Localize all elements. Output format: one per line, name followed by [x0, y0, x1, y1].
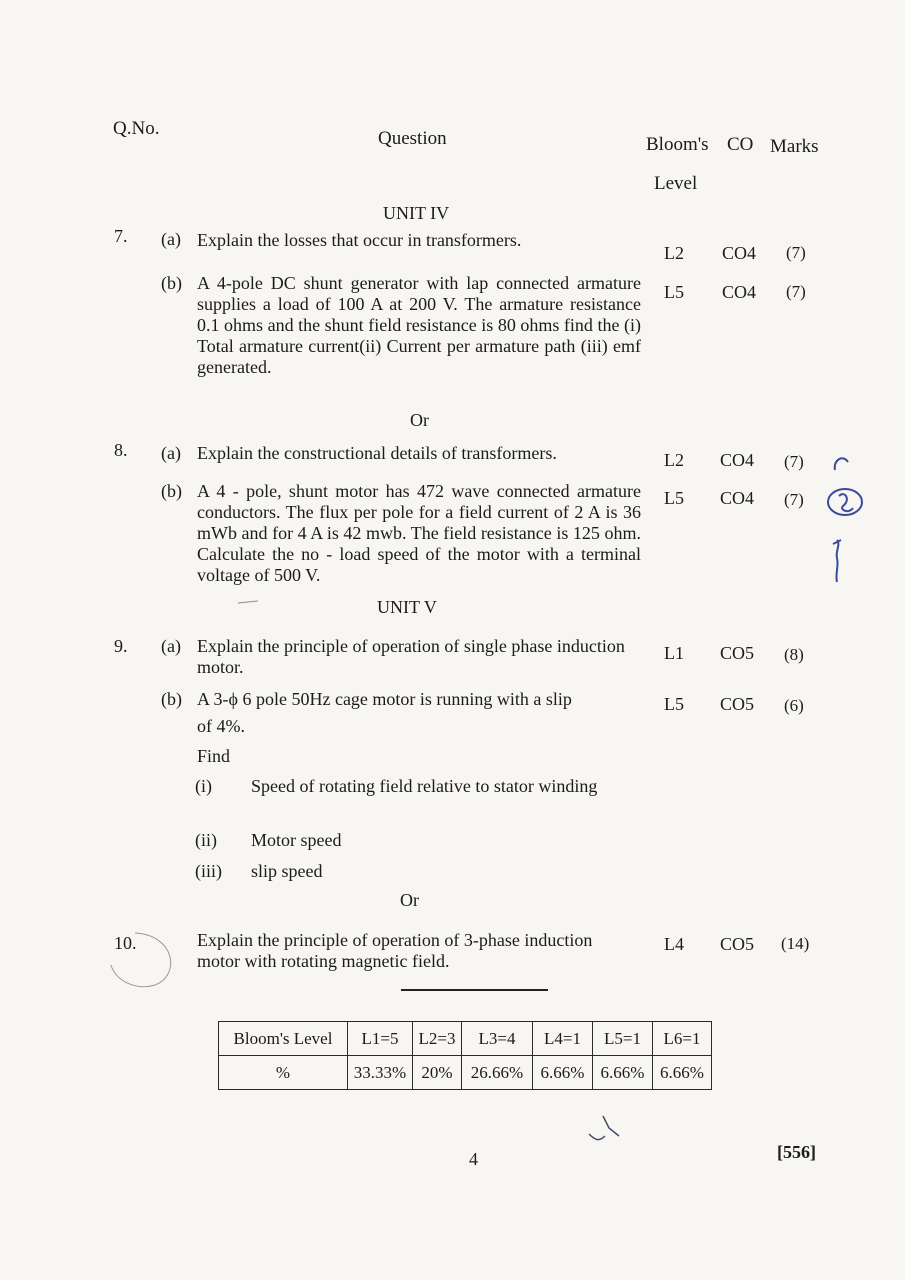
q10-number: 10.: [114, 933, 137, 953]
q7b-label: (b): [161, 273, 182, 293]
page-number: 4: [469, 1149, 478, 1169]
q9a-co: CO5: [720, 643, 755, 663]
q9b-find: Find: [197, 746, 231, 766]
q7a-marks: (7): [786, 243, 806, 262]
q7-number: 7.: [114, 226, 128, 246]
table-cell: 6.66%: [653, 1056, 712, 1090]
q8a-co: CO4: [720, 450, 755, 470]
header-blooms: Bloom's: [646, 134, 709, 155]
table-cell: L1=5: [348, 1022, 413, 1056]
table-cell: L4=1: [533, 1022, 593, 1056]
tick-mark-icon: [585, 1110, 635, 1150]
q8b-level: L5: [664, 488, 684, 508]
q8a-marks: (7): [784, 452, 804, 471]
q9a-label: (a): [161, 636, 181, 656]
table-cell: L6=1: [653, 1022, 712, 1056]
q9b-item-text: Motor speed: [251, 830, 342, 850]
q8a-label: (a): [161, 443, 181, 463]
or-divider-1: Or: [410, 410, 429, 430]
blooms-level-table: [218, 1021, 712, 1090]
q8-number: 8.: [114, 440, 128, 460]
header-marks: Marks: [770, 136, 819, 157]
unit4-title: UNIT IV: [383, 203, 450, 223]
header-co: CO: [727, 134, 754, 155]
table-cell: 20%: [413, 1056, 462, 1090]
stray-mark-icon: [236, 597, 260, 607]
q9b-level: L5: [664, 694, 684, 714]
q7b-text: A 4-pole DC shunt generator with lap connected armature supplies a load of 100 A at 200 V. The armature resistance 0.1 ohms and the shunt field resistance is 80 ohms find the (i) Total armature current(ii) Current per armature path (iii) emf generated.: [197, 273, 641, 377]
q7b-co: CO4: [722, 282, 757, 302]
table-cell: 33.33%: [348, 1056, 413, 1090]
q10-marks: (14): [781, 934, 810, 953]
q9b-label: (b): [161, 689, 182, 709]
header-question: Question: [378, 128, 447, 149]
table-cell: L5=1: [593, 1022, 653, 1056]
header-qno: Q.No.: [113, 118, 160, 139]
table-cell: 26.66%: [462, 1056, 533, 1090]
handwritten-mark-icon: [815, 440, 895, 590]
paper-code: [556]: [777, 1142, 816, 1162]
table-cell: Bloom's Level: [219, 1022, 348, 1056]
q9a-text: Explain the principle of operation of single phase induction motor.: [197, 636, 625, 677]
q9b-item-number: (iii): [195, 861, 222, 881]
q8b-co: CO4: [720, 488, 755, 508]
or-divider-2: Or: [400, 890, 419, 910]
q9b-item-text: slip speed: [251, 861, 323, 881]
q10-co: CO5: [720, 934, 755, 954]
q9b-item-number: (ii): [195, 830, 217, 850]
q9b-item-text: Speed of rotating field relative to stator winding: [251, 776, 598, 796]
table-row: [219, 1056, 712, 1090]
q7a-text: Explain the losses that occur in transformers.: [197, 230, 522, 250]
circle-mark-icon: [105, 925, 185, 995]
table-cell: %: [219, 1056, 348, 1090]
q7a-level: L2: [664, 243, 684, 263]
table-row: [219, 1022, 712, 1056]
q8b-label: (b): [161, 481, 182, 501]
separator-rule: [401, 989, 548, 991]
q8a-level: L2: [664, 450, 684, 470]
q9b-text-cont: of 4%.: [197, 716, 245, 736]
table-cell: L2=3: [413, 1022, 462, 1056]
q8a-text: Explain the constructional details of transformers.: [197, 443, 557, 463]
q9a-level: L1: [664, 643, 684, 663]
header-level: Level: [654, 173, 698, 194]
q9b-text: A 3-ϕ 6 pole 50Hz cage motor is running with a slip: [197, 689, 572, 709]
table-cell: 6.66%: [533, 1056, 593, 1090]
q7a-label: (a): [161, 229, 181, 249]
q7b-marks: (7): [786, 282, 806, 301]
q10-text: Explain the principle of operation of 3-phase induction motor with rotating magnetic field.: [197, 930, 593, 971]
table-cell: 6.66%: [593, 1056, 653, 1090]
table-cell: L3=4: [462, 1022, 533, 1056]
q9b-marks: (6): [784, 696, 804, 715]
q7a-co: CO4: [722, 243, 757, 263]
q7b-level: L5: [664, 282, 684, 302]
q9a-marks: (8): [784, 645, 804, 664]
q9b-co: CO5: [720, 694, 755, 714]
q9-number: 9.: [114, 636, 128, 656]
q10-level: L4: [664, 934, 684, 954]
q8b-text: A 4 - pole, shunt motor has 472 wave connected armature conductors. The flux per pole for a field current of 2 A is 36 mWb and for 4 A is 42 mwb. The field resistance is 125 ohm. Calculate the no - load speed of the motor with a terminal voltage of 500 V.: [197, 481, 641, 585]
q9b-item-number: (i): [195, 776, 212, 796]
q8b-marks: (7): [784, 490, 804, 509]
unit5-title: UNIT V: [377, 597, 437, 617]
